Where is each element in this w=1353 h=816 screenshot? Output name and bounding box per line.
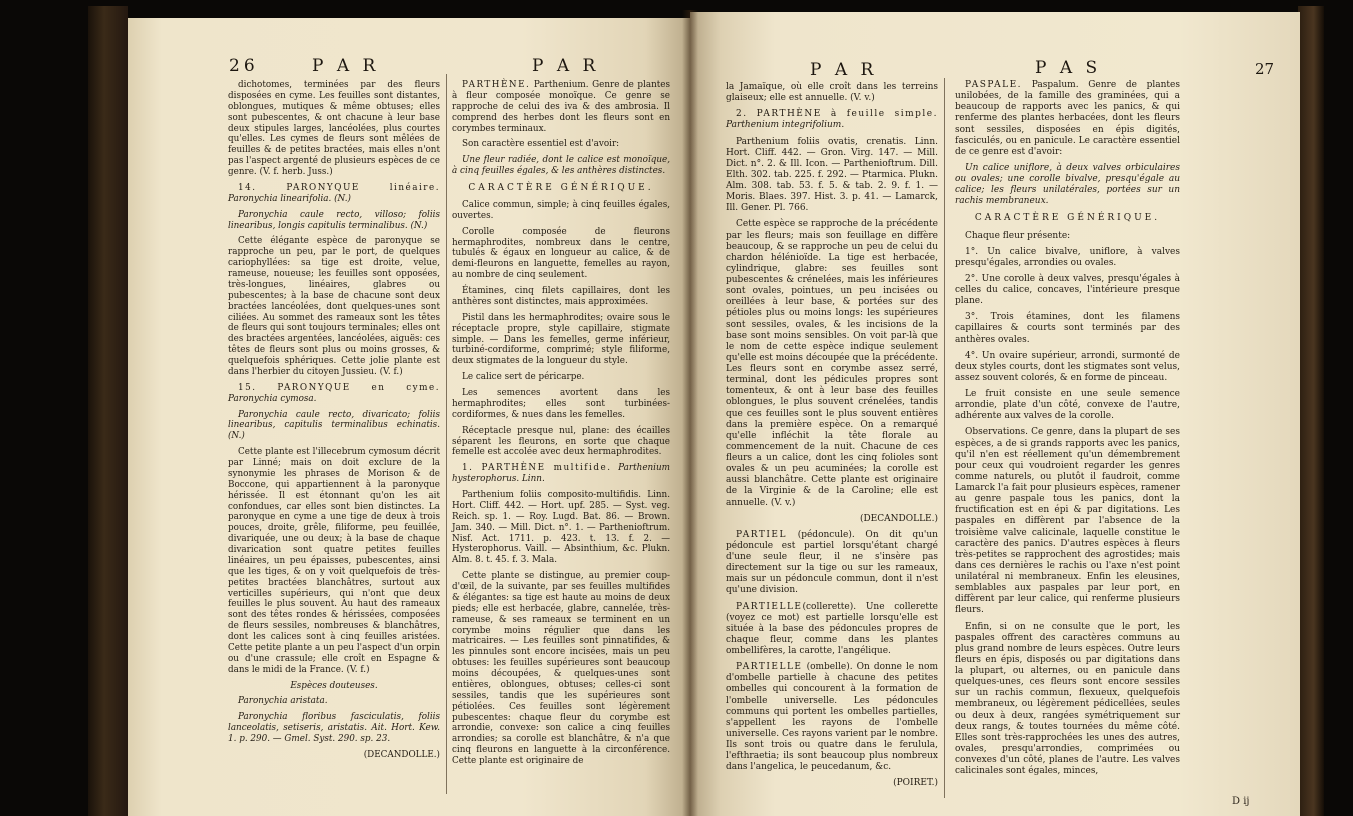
c3-entry-2 xyxy=(726,109,938,131)
book-cover-right-edge xyxy=(1298,6,1324,816)
c3-entry-2-head: 2. PARTHÈNE à feuille simple. xyxy=(736,109,938,120)
c2-entry-1 xyxy=(452,463,670,485)
c2-synonymy: Parthenium foliis composito-multifidis. Linn. Hort. Cliff. 442. — Hort. upf. 285. — Syst. veg. Reich. sp. 1. — Roy. Lugd. Bat. 86. — Brown. Jam. 340. — Mill. Dict. n°. 1. — Parthenioftrum. Nisf. Act. 1711. p. 423. t. 13. f. 2. — Hysterophorus. Vaill. — Absinthium, &c. Plukn. Alm. 8. t. 45. f. 3. Mala. xyxy=(452,490,670,566)
c3-entry-2-latin: Parthenium integrifolium. xyxy=(726,120,845,131)
c1-entry-14-head: 14. PARONYQUE linéaire. xyxy=(238,182,440,193)
c1-entry-14-latin: Paronychia linearifolia. (N.) xyxy=(228,193,351,204)
c3-partielle-ombelle xyxy=(726,662,938,773)
c4-observations: Observations. Ce genre, dans la plupart de ses espèces, a de si grands rapports avec les panics, qu'il n'en est réellement qu'un démembrement pour ceux qui voudroient regarder les genres comme naturels, ou plutôt il faudroit, comme Lamarck l'a fait pour plusieurs espèces, ramener au genre paspale tous les panics, dont la fructification est en épi & par digitations. Les paspales en diffèrent par l'absence de la troisième valve calicinale, laquelle constitue le caractère des panics. D'autres espèces à fleurs très-petites se rapprochent des agrostides; mais dans ces dernières le rachis ou l'axe n'est point unilatéral ni membraneux. Enfin les eleusines, semblables aux paspales par leur port, en diffèrent par leur calice, qui renferme plusieurs fleurs. xyxy=(955,427,1180,616)
c3-partielle-ombelle-text: (ombelle). On donne le nom d'ombelle partielle à chacune des petites ombelles qui concourent à la formation de l'ombelle universelle. Les pédoncules communs qui portent les ombelles partielles, s'appellent les rayons de l'ombelle universelle. Ces rayons varient par le nombre. Ils sont trois ou quatre dans le ferulula, l'efthraetia; ils sont beaucoup plus nombreux dans l'angelica, le peucedanum, &c. xyxy=(726,662,938,773)
c3-description: Cette espèce se rapproche de la précédente par les fleurs; mais son feuillage en diffère beaucoup, & se rapproche un peu de celui du chardon hélénioïde. La tige est herbacée, cylindrique, glabre: ses feuilles sont pubescentes & crénelées, mais les inférieures sont ovales, pointues, un peu incisées ou oreillées à leur base, & portées sur des pétioles plus ou moins longs: les supérieures sont sessiles, ovales, & les incisions de la base sont moins sensibles. On voit par-là que le nom de cette espèce indique seulement qu'elle est moins découpée que la précédente. Les fleurs sont en corymbe assez serré, terminal, dont les pédicules propres sont tomenteux, & ont à leur base des feuilles oblongues, le plus souvent crénelées, tandis que ces feuilles sont le plus souvent entières dans la première espèce. On a remarqué qu'elle infléchit la tête florale au commencement de la nuit. Chacune de ces fleurs a un calice, dont les cinq folioles sont ovales & un peu acuminées; la corolle est aussi blanchâtre. Cette plante est originaire de la Virginie & de la Caroline; elle est annuelle. (V. v.) xyxy=(726,219,938,508)
column-3 xyxy=(726,82,938,795)
c3-partiel-text: (pédoncule). On dit qu'un pédoncule est partiel lorsqu'étant chargé d'une seule fleur, il ne s'insère pas directement sur la tige ou sur les rameaux, mais sur un pédoncule commun, dont il n'est qu'une division. xyxy=(726,529,938,596)
left-column-rule xyxy=(446,74,447,794)
c4-genus-head: PASPALE. xyxy=(965,80,1023,90)
right-page-number: 27 xyxy=(1255,60,1275,78)
c2-corolle: Corolle composée de fleurons hermaphrodites, nombreux dans le centre, tubulés & égaux en longueur au calice, & de demi-fleurons en languette, femelles au rayon, au nombre de cinq seulement. xyxy=(452,226,670,281)
c4-corolle: 2°. Une corolle à deux valves, presqu'égales à celles du calice, concaves, l'intérieure presque plane. xyxy=(955,273,1180,307)
c1-entry-15 xyxy=(228,383,440,405)
c2-receptacle: Réceptacle presque nul, plane: des écailles séparent les fleurons, en sorte que chaque femelle est accolée avec deux hermaphrodites. xyxy=(452,425,670,458)
c4-calice: 1°. Un calice bivalve, uniflore, à valves presqu'égales, arrondies ou ovales. xyxy=(955,246,1180,268)
c2-paragraph-2: Son caractère essentiel est d'avoir: xyxy=(462,139,620,150)
c2-pistil: Pistil dans les hermaphrodites; ovaire sous le réceptacle propre, style capillaire, stigmate simple. — Dans les femelles, germe inférieur, turbiné-cordiforme, comprimé; style filiforme, deux stigmates de la longueur du style. xyxy=(452,312,670,367)
column-4 xyxy=(955,80,1180,782)
right-running-head-a: P A R xyxy=(810,60,878,80)
c4-genus-text: Paspalum. Genre de plantes unilobées, de la famille des graminées, qui a beaucoup de rapports avec les panics, & qui renferme des plantes herbacées, dont les fleurs sont sessiles, disposées en épis digités, fasciculés, ou en panicule. Le caractère essentiel de ce genre est d'avoir: xyxy=(955,80,1180,157)
c1-entry-15-latin: Paronychia cymosa. xyxy=(228,393,317,404)
right-running-head-b: P A S xyxy=(1035,58,1102,78)
column-2 xyxy=(452,80,670,772)
signature-mark: D ij xyxy=(1232,796,1250,807)
column-1 xyxy=(228,80,440,766)
c1-signature: (DECANDOLLE.) xyxy=(363,749,440,760)
left-page-number: 26 xyxy=(229,56,259,76)
c4-enfin: Enfin, si on ne consulte que le port, les paspales offrent des caractères communs au plus grand nombre de leurs espèces. Outre leurs fleurs en épis, disposés ou par digitations dans la plupart, ou alternes, ou en panicule dans quelques-unes, ces fleurs sont encore sessiles sur un rachis commun, flexueux, quelquefois membraneux, ou légèrement pédicellées, seules ou deux à deux, rangées symétriquement sur deux rangs, & toutes tournées du même côté. Elles sont très-rapprochées les unes des autres, ovales, presqu'arrondies, comprimées ou convexes d'un côté, planes de l'autre. Les valves calicinales sont égales, minces, xyxy=(955,621,1180,777)
c1-subheading: Espèces douteuses. xyxy=(290,680,378,691)
c2-entry-1-latin: Parthenium hysterophorus. Linn. xyxy=(452,463,671,485)
c4-etamines: 3°. Trois étamines, dont les filamens capillaires & courts sont terminés par des anthères ovales. xyxy=(955,312,1180,345)
c1-entry-14 xyxy=(228,183,440,205)
c2-etamines: Étamines, cinq filets capillaires, dont les anthères sont distinctes, mais approximées. xyxy=(452,286,670,307)
c2-pericarpe: Le calice sert de péricarpe. xyxy=(462,372,585,383)
c3-partiel xyxy=(726,530,938,597)
c2-generic-character-heading: CARACTÈRE GÉNÉRIQUE. xyxy=(468,183,654,193)
c4-generic-character-heading: CARACTÈRE GÉNÉRIQUE. xyxy=(974,213,1161,224)
c2-essential-character: Une fleur radiée, dont le calice est monoïque, à cinq feuilles égales, & les anthères distinctes. xyxy=(452,155,670,177)
c3-partielle-collerette xyxy=(726,602,938,658)
c2-semences: Les semences avortent dans les hermaphrodites; elles sont turbinées-cordiformes, & nues dans les femelles. xyxy=(452,388,670,420)
c4-chaque-fleur: Chaque fleur présente: xyxy=(965,230,1071,241)
c3-partielle-collerette-head: PARTIELLE xyxy=(736,601,803,612)
c1-paragraph-5: Cette plante est l'illecebrum cymosum décrit par Linné; mais on doit exclure de la synonymie les phrases de Morison & de Boccone, qui appartiennent à la paronyque hérissée. Il est étonnant qu'on les ait confondues, car elles sont bien distinctes. La paronyque en cyme a une tige de deux à trois pouces, droite, grêle, filiforme, peu feuillée, divariquée, une ou deux; à la base de chaque divarication sont quatre petites feuilles linéaires, un peu épaisses, pubescentes, ainsi que les tiges, & on y voit quelquefois de très-petites bractées blanchâtres, surtout aux verticilles supérieurs, qui n'ont que deux feuilles le plus souvent. Au haut des rameaux sont des têtes rondes & hérissées, composées de fleurs sessiles, nombreuses & blanchâtres, dont les calices sont à cinq feuilles aristées. Cette petite plante a un peu l'aspect d'un orpin ou d'une crassule; elle croît en Espagne & dans le midi de la France. (V. f.) xyxy=(228,447,440,675)
c3-signature-1: (DECANDOLLE.) xyxy=(859,513,938,524)
c3-partielle-ombelle-head: PARTIELLE xyxy=(736,662,803,673)
c1-entry-15-head: 15. PARONYQUE en cyme. xyxy=(238,382,440,393)
c2-entry-1-head: 1. PARTHÈNE multifide. xyxy=(462,463,612,474)
left-running-head-b: P A R xyxy=(532,56,600,76)
book-gutter xyxy=(682,10,698,816)
book-cover-left-edge xyxy=(88,6,128,816)
c2-description: Cette plante se distingue, au premier coup-d'œil, de la suivante, par ses feuilles multifides & élégantes: sa tige est haute au moins de deux pieds; elle est herbacée, glabre, cannelée, très-rameuse, & ses rameaux se terminent en un corymbe moins régulier que dans les matricaires. — Les feuilles sont pinnatifides, & les pinnules sont encore incisées, mais un peu obtuses: les feuilles supérieures sont beaucoup moins découpées, & quelques-unes sont entières, oblongues, obtuses; celles-ci sont sessiles, tandis que les supérieures sont pétiolées. Ces feuilles sont légèrement pubescentes: chaque fleur du corymbe est arrondie, convexe: son calice a cinq feuilles arrondies; sa corolle est blanchâtre, & n'a que cinq fleurons en languette à la circonférence. Cette plante est originaire de xyxy=(452,571,670,766)
right-column-rule xyxy=(944,78,945,798)
c2-genus-head: PARTHÈNE. xyxy=(462,80,531,90)
c1-entry-14-diagnosis: Paronychia caule recto, villoso; foliis linearibus, longis capitulis terminalibus. (N.) xyxy=(228,209,440,231)
c4-ovaire: 4°. Un ovaire supérieur, arrondi, surmonté de deux styles courts, dont les stigmates sont velus, assez souvent colorés, & en forme de pinceau. xyxy=(955,350,1180,383)
c3-paragraph-1: la Jamaïque, où elle croît dans les terreins glaiseux; elle est annuelle. (V. v.) xyxy=(726,82,938,104)
c2-calice: Calice commun, simple; à cinq feuilles égales, ouvertes. xyxy=(452,199,670,221)
c4-genus-intro xyxy=(955,80,1180,158)
c1-aristata-latin: Paronychia aristata. xyxy=(238,696,328,707)
c2-genus-text: Parthenium. Genre de plantes à fleur composée monoïque. Ce genre se rapproche de celui des iva & des ambrosia. Il comprend des herbes dont les fleurs sont en corymbes terminaux. xyxy=(452,80,671,134)
left-running-head-a: P A R xyxy=(312,56,380,76)
c1-aristata-diagnosis: Paronychia floribus fasciculatis, foliis lanceolatis, setiseris, aristatis. Ait. Hort. Kew. 1. p. 290. — Gmel. Syst. 290. sp. 23. xyxy=(228,712,440,744)
c4-essential-character: Un calice uniflore, à deux valves orbiculaires ou ovales; une corolle bivalve, presqu'égale au calice; les fleurs unilatérales, portées sur un rachis membraneux. xyxy=(955,162,1180,207)
c1-paragraph-3: Cette élégante espèce de paronyque se rapproche un peu, par le port, de quelques cariophyllées: sa tige est droite, velue, rameuse, noueuse; les feuilles sont opposées, très-longues, linéaires, glabres ou pubescentes; à la base de chacune sont deux bractées lancéolées, dont quelques-unes sont ciliées. Au sommet des rameaux sont les têtes de fleurs qui sont toujours terminales; elles ont des bractées argentées, lancéolées, aiguës: ces têtes de fleurs sont plus ou moins grosses, & quelquefois sphériques. Cette jolie plante est dans l'herbier du citoyen Jussieu. (V. f.) xyxy=(228,236,440,377)
c4-fruit: Le fruit consiste en une seule semence arrondie, plate d'un côté, convexe de l'autre, adhérente aux valves de la corolle. xyxy=(955,389,1180,422)
c1-entry-15-diagnosis: Paronychia caule recto, divaricato; foliis linearibus, capitulis terminalibus echinatis. (N.) xyxy=(228,409,440,442)
c3-partiel-head: PARTIEL xyxy=(736,529,787,540)
c3-signature-2: (POIRET.) xyxy=(893,778,938,789)
c1-paragraph-1: dichotomes, terminées par des fleurs disposées en cyme. Les feuilles sont distantes, oblongues, mutiques & même obtuses; elles sont pubescentes, & ont chacune à leur base deux stipules larges, lancéolées, plus courtes qu'elles. Les cymes de fleurs sont mêlées de feuilles & de petites bractées, mais elles n'ont pas l'aspect argenté de plusieurs espèces de ce genre. (V. f. herb. Juss.) xyxy=(228,80,440,177)
c3-partielle-collerette-text: (collerette). Une collerette (voyez ce mot) est partielle lorsqu'elle est située à la base des pédoncules propres de chaque fleur, comme dans les plantes ombellifères, la carotte, l'angélique. xyxy=(726,601,938,656)
c2-genus-intro xyxy=(452,80,670,134)
c3-synonymy: Parthenium foliis ovatis, crenatis. Linn. Hort. Cliff. 442. — Gron. Virg. 147. — Mill. Dict. n°. 2. & Ill. Icon. — Parthenioftrum. Dill. Elth. 302. tab. 225. f. 292. — Ptarmica. Plukn. Alm. 308. tab. 53. f. 5. & tab. 2. 9. f. 1. — Moris. Blaes. 397. Hist. 3. p. 41. — Lamarck, Ill. Gener. Pl. 766. xyxy=(726,136,938,214)
